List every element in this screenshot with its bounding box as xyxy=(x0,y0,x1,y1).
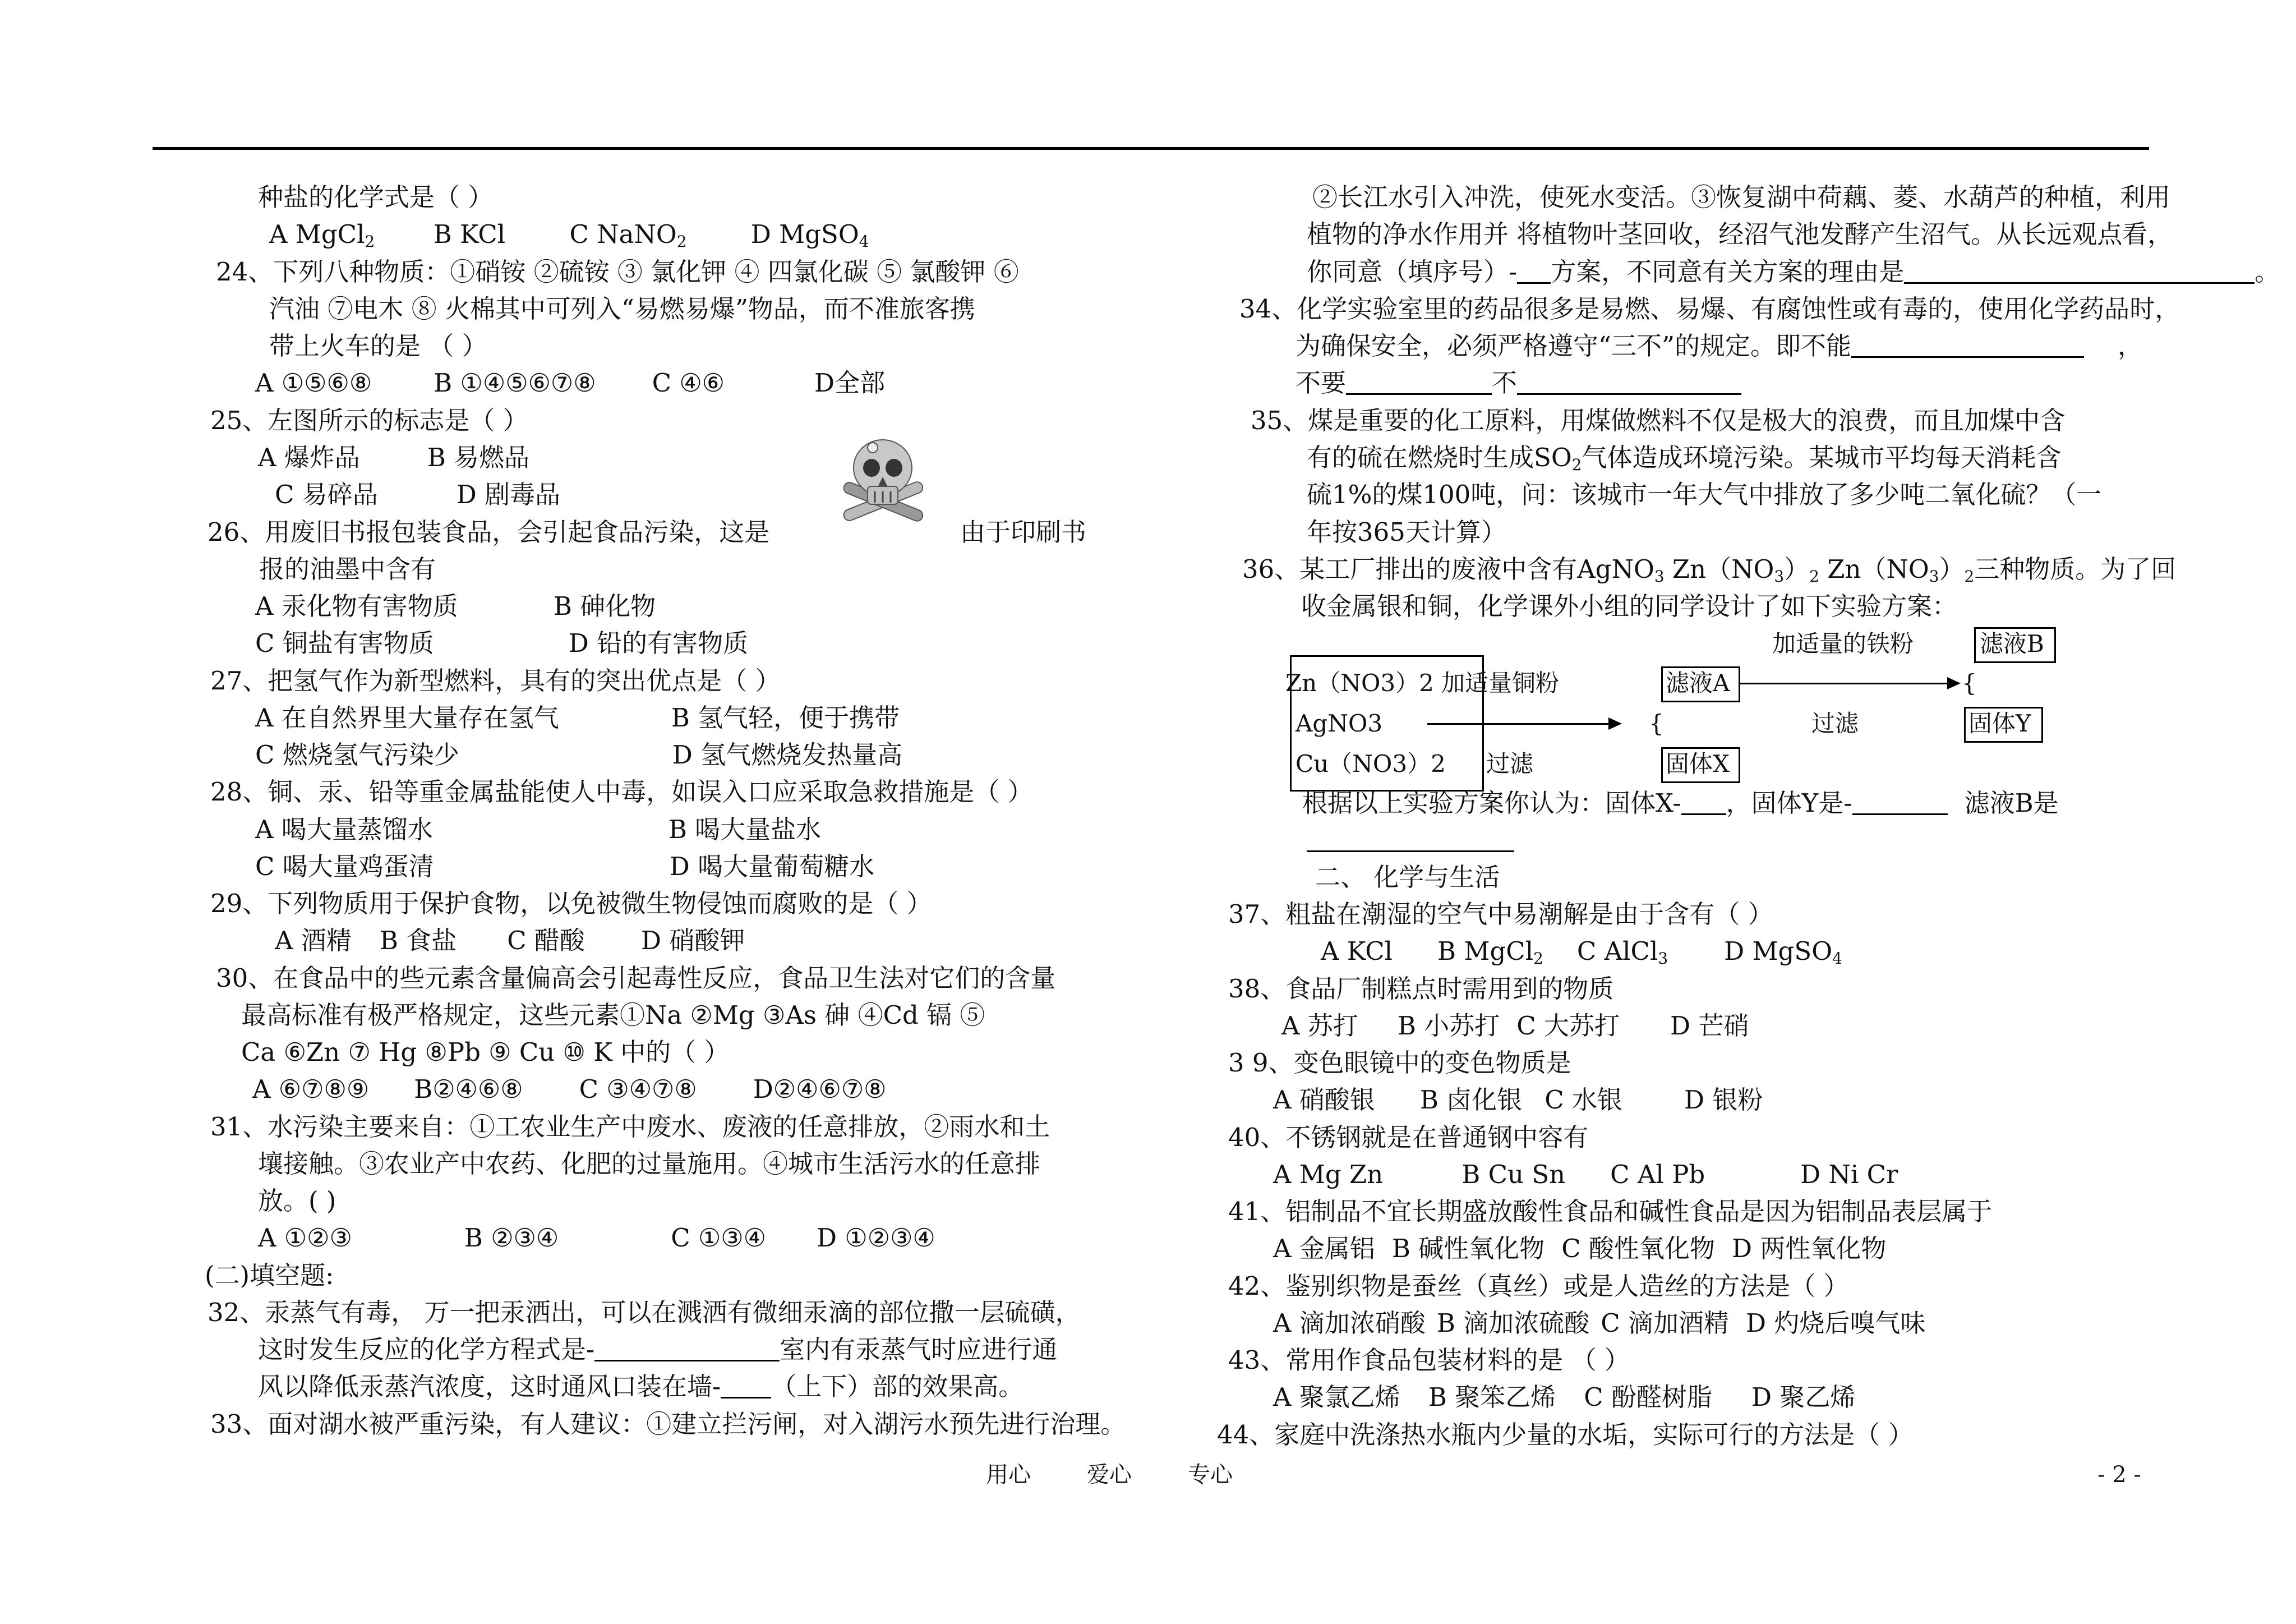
q36-blank-solid-x[interactable] xyxy=(1681,789,1726,815)
q32-line1: 32、汞蒸气有毒， 万一把汞洒出，可以在溅洒有微细汞滴的部位撒一层硫磺， xyxy=(208,1298,1081,1327)
flow-arrow-a-line xyxy=(1739,683,1952,684)
footer-slogan: 用心 爱心 专心 xyxy=(986,1462,1233,1488)
q40-stem: 40、不锈钢就是在普通钢中容有 xyxy=(1228,1122,1589,1152)
flow-filter-2: 过滤 xyxy=(1811,710,1859,737)
q35-line1: 35、煤是重要的化工原料，用煤做燃料不仅是极大的浪费，而且加煤中含 xyxy=(1251,406,2066,435)
q43-options: A 聚氯乙烯 B 聚笨乙烯 C 酚醛树脂 D 聚乙烯 xyxy=(1273,1382,1856,1412)
q32-line2: 这时发生反应的化学方程式是- 室内有汞蒸气时应进行通 xyxy=(258,1335,1058,1364)
q30-line3: Ca ⑥Zn ⑦ Hg ⑧Pb ⑨ Cu ⑩ K 中的（ ） xyxy=(241,1037,730,1067)
flow-filter-1: 过滤 xyxy=(1486,750,1534,778)
flow-arrow-main-head xyxy=(1608,717,1622,730)
q36-line2: 收金属银和铜，化学课外小组的同学设计了如下实验方案： xyxy=(1301,591,1958,621)
header-rule xyxy=(153,147,2149,150)
q27-options-1: A 在自然界里大量存在氢气 B 氢气轻，便于携带 xyxy=(255,703,900,733)
q36-line1: 36、某工厂排出的废液中含有AgNO$_3$ $Zn(NO_3)_2$ $Zn(NO_3)_2$三种物质。为了回 xyxy=(1242,554,2177,586)
q36-answer-line: 根据以上实验方案你认为：固体X- ，固体Y是- 滤液B是 xyxy=(1302,788,2059,818)
q42-options: A 滴加浓硝酸 B 滴加浓硫酸 C 滴加酒精 D 灼烧后嗅气味 xyxy=(1273,1308,1926,1338)
q34-line1: 34、化学实验室里的药品很多是易燃、易爆、有腐蚀性或有毒的，使用化学药品时， xyxy=(1239,294,2180,324)
flow-copper-label: 加适量铜粉 xyxy=(1441,669,1560,697)
q24-options: A ①⑤⑥⑧ B ①④⑤⑥⑦⑧ C ④⑥ D全部 xyxy=(255,368,886,398)
q25-options-1: A 爆炸品 B 易燃品 xyxy=(258,443,530,472)
q39-options: A 硝酸银 B 卤化银 C 水银 D 银粉 xyxy=(1273,1085,1763,1115)
q33-line1: 33、面对湖水被严重污染，有人建议：①建立拦污闸，对入湖污水预先进行治理。 xyxy=(210,1409,1126,1439)
q26-line1-tail: 由于印刷书 xyxy=(960,517,1087,547)
q30-options: A ⑥⑦⑧⑨ B②④⑥⑧ C ③④⑦⑧ D②④⑥⑦⑧ xyxy=(252,1074,887,1104)
q31-line3: 放。( ) xyxy=(258,1186,336,1216)
q24-line2: 汽油 ⑦电木 ⑧ 火棉其中可列入“易燃易爆”物品，而不准旅客携 xyxy=(269,294,975,324)
q29-stem: 29、下列物质用于保护食物，以免被微生物侵蚀而腐败的是（ ） xyxy=(210,889,932,918)
section-fill-in: (二)填空题: xyxy=(205,1260,334,1290)
q37-stem: 37、粗盐在潮湿的空气中易潮解是由于含有（ ） xyxy=(1228,899,1773,929)
q33-line4: 你同意（填序号）- 方案，不同意有关方案的理由是 。 xyxy=(1307,257,2280,287)
q34-line3: 不要 不 xyxy=(1295,366,1741,400)
section-chemistry-life: 二、 化学与生活 xyxy=(1315,862,1500,892)
q27-stem: 27、把氢气作为新型燃料，具有的突出优点是（ ） xyxy=(210,666,781,696)
flow-filtrate-b: 滤液B xyxy=(1980,630,2044,657)
q34-blank-2[interactable] xyxy=(1346,369,1492,395)
q26-line2: 报的油墨中含有 xyxy=(259,554,436,584)
q35-line4: 年按365天计算） xyxy=(1307,517,1506,547)
q30-line1: 30、在食品中的些元素含量偏高会引起毒性反应，食品卫生法对它们的含量 xyxy=(216,963,1056,993)
q28-options-1: A 喝大量蒸馏水 B 喝大量盐水 xyxy=(255,815,822,844)
q31-line2: 壤接触。③农业产中农药、化肥的过量施用。④城市生活污水的任意排 xyxy=(258,1149,1041,1179)
q33-line2: ②长江水引入冲洗，使死水变活。③恢复湖中荷藕、菱、水葫芦的种植，利用 xyxy=(1312,182,2171,212)
q33-line3: 植物的净水作用并 将植物叶茎回收，经沼气池发酵产生沼气。从长远观点看， xyxy=(1307,219,2173,249)
q35-line2: 有的硫在燃烧时生成$SO_2$气体造成环境污染。某城市平均每天消耗含 xyxy=(1307,443,2062,474)
q25-stem: 25、左图所示的标志是（ ） xyxy=(210,406,528,435)
q37-options: A KCl B MgCl$_2$ C AlCl$_3$ D MgSO$_4$ xyxy=(1321,936,1842,968)
q43-stem: 43、常用作食品包装材料的是 （ ） xyxy=(1228,1345,1630,1375)
q32-line3: 风以降低汞蒸汽浓度，这时通风口装在墙- （上下）部的效果高。 xyxy=(258,1372,1024,1401)
q27-options-2: C 燃烧氢气污染少 D 氢气燃烧发热量高 xyxy=(255,740,903,770)
q24-line3: 带上火车的是 （ ） xyxy=(269,331,487,361)
q26-line1: 26、用废旧书报包装食品，会引起食品污染，这是 xyxy=(208,517,770,547)
q34-blank-3[interactable] xyxy=(1517,369,1741,395)
q33-blank-choice[interactable] xyxy=(1517,257,1551,284)
q31-line1: 31、水污染主要来自：①工农业生产中废水、废液的任意排放，②雨水和土 xyxy=(210,1112,1050,1142)
flow-iron-label: 加适量的铁粉 xyxy=(1772,630,1914,657)
flow-brace-1: { xyxy=(1649,710,1664,737)
flow-silver-nitrate: AgNO3 xyxy=(1295,710,1383,737)
q39-stem: 3 9、变色眼镜中的变色物质是 xyxy=(1228,1048,1571,1078)
q28-stem: 28、铜、汞、铅等重金属盐能使人中毒，如误入口应采取急救措施是（ ） xyxy=(210,777,1033,807)
flow-solid-y: 固体Y xyxy=(1968,710,2031,737)
q29-options: A 酒精 B 食盐 C 醋酸 D 硝酸钾 xyxy=(275,926,745,955)
q32-blank-equation[interactable] xyxy=(594,1335,780,1361)
q26-options-2: C 铜盐有害物质 D 铅的有害物质 xyxy=(255,628,749,658)
flow-arrow-main-line xyxy=(1427,723,1612,725)
flow-arrow-a-head xyxy=(1947,677,1961,689)
q35-line3: 硫1%的煤100吨，问：该城市一年大气中排放了多少吨二氧化硫？（一 xyxy=(1307,480,2102,509)
q30-line2: 最高标准有极严格规定，这些元素①Na ②Mg ③As 砷 ④Cd 镉 ⑤ xyxy=(241,1000,985,1030)
q28-options-2: C 喝大量鸡蛋清 D 喝大量葡萄糖水 xyxy=(255,852,875,881)
flow-brace-2: { xyxy=(1962,669,1977,697)
q36-blank-solid-y[interactable] xyxy=(1852,789,1948,815)
q40-options: A Mg Zn B Cu Sn C Al Pb D Ni Cr xyxy=(1273,1160,1898,1189)
q23-stem: 种盐的化学式是（ ） xyxy=(258,182,494,212)
flow-copper-nitrate: Cu（NO3）2 xyxy=(1295,750,1446,778)
q24-line1: 24、下列八种物质：①硝铵 ②硫铵 ③ 氯化钾 ④ 四氯化碳 ⑤ 氯酸钾 ⑥ xyxy=(216,257,1019,287)
q34-line2: 为确保安全，必须严格遵守“三不”的规定。即不能 ， xyxy=(1295,331,2143,361)
q25-options-2: C 易碎品 D 剧毒品 xyxy=(275,480,561,509)
q31-options: A ①②③ B ②③④ C ①③④ D ①②③④ xyxy=(258,1223,935,1253)
flow-zn-nitrate: Zn（NO3）2 xyxy=(1285,669,1434,697)
q38-stem: 38、食品厂制糕点时需用到的物质 xyxy=(1228,974,1614,1004)
q44-stem: 44、家庭中洗涤热水瓶内少量的水垢，实际可行的方法是（ ） xyxy=(1217,1420,1914,1450)
q34-blank-1[interactable] xyxy=(1851,332,2084,358)
q26-options-1: A 汞化物有害物质 B 砷化物 xyxy=(255,591,656,621)
q36-blank-filtrate-b[interactable] xyxy=(1307,826,1514,852)
page-number: - 2 - xyxy=(2097,1462,2141,1488)
q41-options: A 金属铝 B 碱性氧化物 C 酸性氧化物 D 两性氧化物 xyxy=(1273,1234,1887,1263)
flow-filtrate-a: 滤液A xyxy=(1666,669,1730,697)
q41-stem: 41、铝制品不宜长期盛放酸性食品和碱性食品是因为铝制品表层属于 xyxy=(1228,1197,1993,1226)
q38-options: A 苏打 B 小苏打 C 大苏打 D 芒硝 xyxy=(1281,1011,1749,1041)
skull-crossbones-icon xyxy=(837,433,929,523)
q42-stem: 42、鉴别织物是蚕丝（真丝）或是人造丝的方法是（ ） xyxy=(1228,1271,1849,1301)
flow-solid-x: 固体X xyxy=(1666,750,1730,778)
q32-blank-position[interactable] xyxy=(721,1372,771,1398)
q23-options: A MgCl$_2$ B KCl C NaNO$_2$ D MgSO$_4$ xyxy=(269,219,869,251)
q33-blank-reason[interactable] xyxy=(1904,257,2254,284)
